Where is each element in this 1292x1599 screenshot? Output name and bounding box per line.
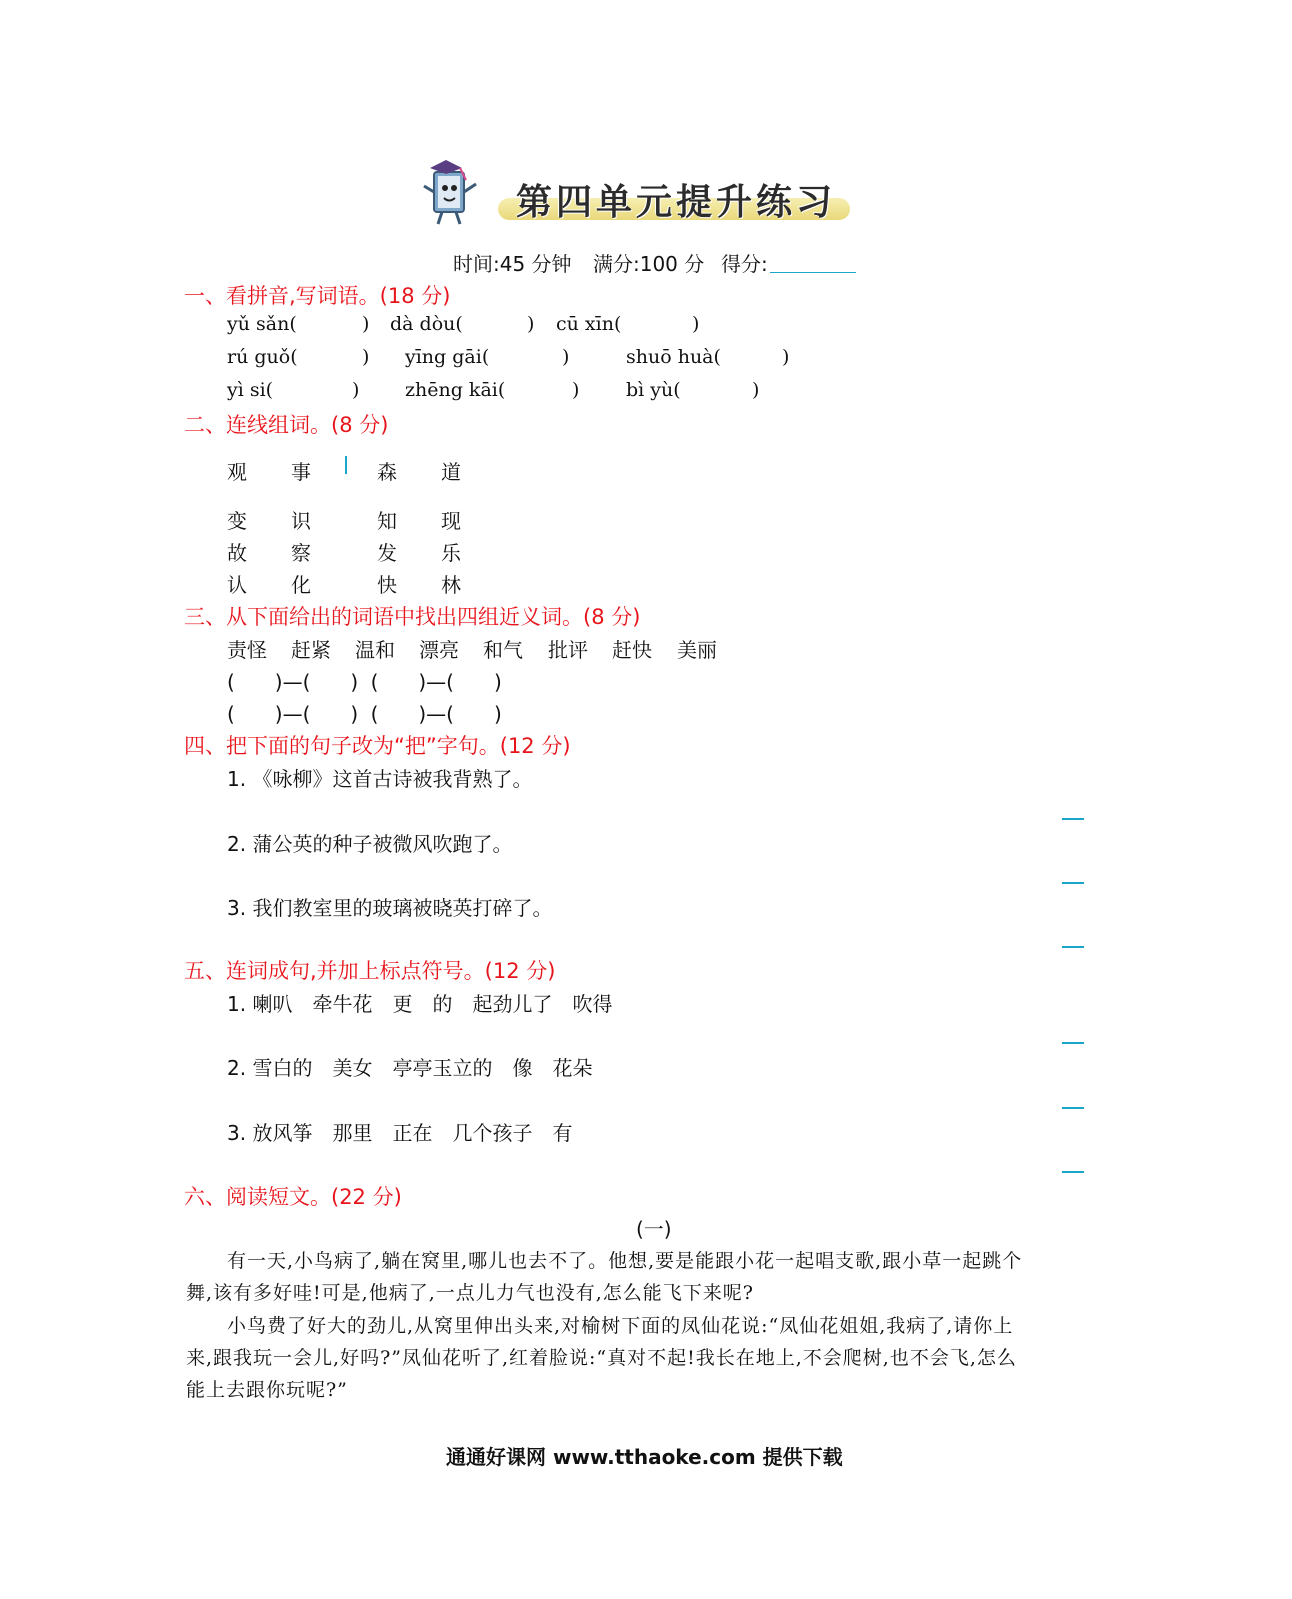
pinyin-item: yǔ sǎn(: [227, 313, 297, 335]
word-order-item: 3. 放风筝 那里 正在 几个孩子 有: [227, 1121, 573, 1145]
match-char[interactable]: 识: [291, 509, 311, 533]
sentence-item: 2. 蒲公英的种子被微风吹跑了。: [227, 832, 513, 856]
word-option: 赶快: [612, 638, 652, 662]
blank-close: ): [562, 346, 570, 368]
word-order-item: 2. 雪白的 美女 亭亭玉立的 像 花朵: [227, 1056, 593, 1080]
match-char[interactable]: 现: [441, 509, 461, 533]
blank-close: ): [527, 313, 535, 335]
footer-text: 通通好课网 www.tthaoke.com 提供下载: [446, 1445, 843, 1469]
blank-close: ): [752, 379, 760, 401]
section-2-heading: 二、连线组词。(8 分): [184, 413, 389, 437]
match-char[interactable]: 发: [377, 541, 397, 565]
answer-line[interactable]: [1062, 1042, 1084, 1044]
pinyin-item: rú guǒ(: [227, 346, 298, 368]
match-char[interactable]: 事: [291, 460, 311, 484]
match-char[interactable]: 乐: [441, 541, 461, 565]
section-1-heading: 一、看拼音,写词语。(18 分): [184, 284, 451, 308]
score-blank[interactable]: [770, 272, 856, 273]
word-option: 美丽: [677, 638, 717, 662]
match-char[interactable]: 认: [227, 573, 247, 597]
word-option: 赶紧: [291, 638, 331, 662]
section-3-heading: 三、从下面给出的词语中找出四组近义词。(8 分): [184, 605, 641, 629]
sentence-item: 3. 我们教室里的玻璃被晓英打碎了。: [227, 896, 553, 920]
answer-line[interactable]: [1062, 818, 1084, 820]
passage-line: 舞,该有多好哇!可是,他病了,一点儿力气也没有,怎么能飞下来呢?: [186, 1282, 754, 1304]
blank-close: ): [362, 346, 370, 368]
answer-line[interactable]: [1062, 1107, 1084, 1109]
word-option: 和气: [483, 638, 523, 662]
blank-close: ): [572, 379, 580, 401]
match-char[interactable]: 林: [441, 573, 461, 597]
word-order-item: 1. 喇叭 牵牛花 更 的 起劲儿了 吹得: [227, 992, 613, 1016]
pinyin-item: yīng gāi(: [405, 346, 490, 368]
pinyin-item: dà dòu(: [390, 313, 463, 335]
section-5-heading: 五、连词成句,并加上标点符号。(12 分): [184, 959, 556, 983]
pinyin-item: cū xīn(: [556, 313, 622, 335]
answer-line[interactable]: [1062, 882, 1084, 884]
blank-close: ): [782, 346, 790, 368]
section-4-heading: 四、把下面的句子改为“把”字句。(12 分): [184, 734, 571, 758]
match-char[interactable]: 快: [377, 573, 397, 597]
word-option: 批评: [548, 638, 588, 662]
match-char[interactable]: 道: [441, 460, 461, 484]
blank-close: ): [362, 313, 370, 335]
match-char[interactable]: 变: [227, 509, 247, 533]
pinyin-item: shuō huà(: [626, 346, 721, 368]
word-option: 责怪: [227, 638, 267, 662]
passage-line: 能上去跟你玩呢?”: [186, 1379, 348, 1401]
word-option: 温和: [355, 638, 395, 662]
title-banner: [498, 174, 850, 223]
synonym-blank-row[interactable]: ( )—( ) ( )—( ): [227, 702, 502, 726]
pinyin-item: yì si(: [227, 379, 274, 401]
match-char[interactable]: 故: [227, 541, 247, 565]
full-score-label: 满分:100 分: [593, 252, 705, 276]
book-mascot-icon: [420, 158, 482, 230]
passage-line: 有一天,小鸟病了,躺在窝里,哪儿也去不了。他想,要是能跟小花一起唱支歌,跟小草一起跳个: [227, 1250, 1023, 1272]
match-char[interactable]: 察: [291, 541, 311, 565]
pinyin-item: zhēng kāi(: [405, 379, 506, 401]
sentence-item: 1. 《咏柳》这首古诗被我背熟了。: [227, 767, 533, 791]
pinyin-item: bì yù(: [626, 379, 681, 401]
time-label: 时间:45 分钟: [453, 252, 572, 276]
section-6-heading: 六、阅读短文。(22 分): [184, 1185, 402, 1209]
match-char[interactable]: 观: [227, 460, 247, 484]
word-option: 漂亮: [419, 638, 459, 662]
page-title: 第四单元提升练习: [516, 181, 837, 223]
score-label: 得分:: [721, 252, 768, 276]
passage-line: 小鸟费了好大的劲儿,从窝里伸出头来,对榆树下面的凤仙花说:“凤仙花姐姐,我病了,请你上: [227, 1315, 1014, 1337]
match-char[interactable]: 森: [377, 460, 397, 484]
blank-close: ): [352, 379, 360, 401]
answer-line[interactable]: [1062, 1171, 1084, 1173]
cursor-mark: [345, 456, 347, 474]
answer-line[interactable]: [1062, 946, 1084, 948]
blank-close: ): [692, 313, 700, 335]
passage-part-label: (一): [636, 1217, 672, 1241]
match-char[interactable]: 知: [377, 509, 397, 533]
match-char[interactable]: 化: [291, 573, 311, 597]
passage-line: 来,跟我玩一会儿,好吗?”凤仙花听了,红着脸说:“真对不起!我长在地上,不会爬树,也不会飞,怎么: [186, 1347, 1017, 1369]
synonym-blank-row[interactable]: ( )—( ) ( )—( ): [227, 670, 502, 694]
